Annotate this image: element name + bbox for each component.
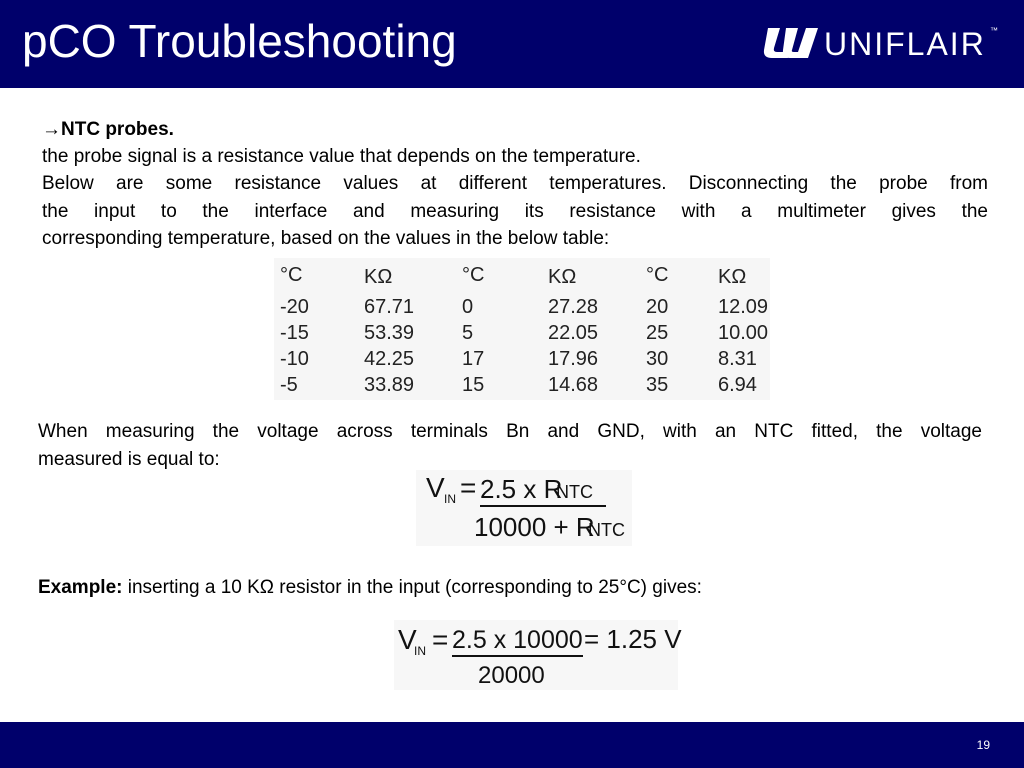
table-cell: 0	[462, 296, 474, 318]
table-cell: 15	[462, 374, 485, 396]
formula-v: V	[426, 472, 445, 503]
table-cell: 20	[646, 296, 669, 318]
table-cell: 35	[646, 374, 669, 396]
formula-denominator: 20000	[478, 662, 545, 689]
ntc-resistance-table	[274, 258, 770, 400]
formula-equals: =	[460, 472, 477, 503]
table-cell: 5	[462, 322, 474, 344]
table-header-cell: °C	[462, 264, 485, 286]
voltage-text-line-2: measured is equal to:	[38, 449, 220, 470]
table-cell: 14.68	[548, 374, 599, 396]
formula-v-subscript: IN	[444, 492, 456, 506]
table-cell: 27.28	[548, 296, 599, 318]
table-cell: 17	[462, 348, 485, 370]
table-cell: 33.89	[364, 374, 415, 396]
example-formula	[394, 620, 682, 690]
formula-numerator: 2.5 x 10000	[452, 626, 583, 657]
example-line	[38, 574, 982, 602]
example-label: Example:	[38, 577, 123, 598]
ntc-heading-text: NTC probes.	[61, 119, 174, 140]
uniflair-logo	[762, 26, 998, 62]
ntc-heading	[42, 116, 988, 144]
table-cell: 10.00	[718, 322, 769, 344]
formula-equals: =	[432, 624, 449, 655]
footer-bar	[0, 722, 1024, 768]
formula-denominator-sub: NTC	[588, 520, 625, 540]
formula-denominator: 10000 + R	[474, 512, 595, 542]
table-cell: 6.94	[718, 374, 757, 396]
formula-v: V	[398, 624, 417, 655]
description-line-3: corresponding temperature, based on the values in the below table:	[42, 228, 610, 249]
table-cell: 42.25	[364, 348, 415, 370]
table-header-cell: KΩ	[364, 266, 393, 288]
table-cell: -15	[280, 322, 309, 344]
description-line-1: Below are some resistance values at different temperatures. Disconnecting the probe from	[42, 173, 988, 194]
page-title: pCO Troubleshooting	[22, 15, 457, 67]
uniflair-u-icon	[762, 26, 818, 60]
table-cell: -5	[280, 374, 298, 396]
voltage-formula	[416, 470, 632, 546]
table-cell: 53.39	[364, 322, 415, 344]
logo-text: UNIFLAIR	[824, 26, 986, 62]
trademark-mark: ™	[990, 26, 998, 35]
table-header-cell: KΩ	[718, 266, 747, 288]
arrow-icon: →	[42, 119, 61, 140]
table-cell: 25	[646, 322, 669, 344]
header-bar	[0, 0, 1024, 88]
formula-numerator-sub: NTC	[556, 482, 593, 502]
table-cell: -10	[280, 348, 309, 370]
table-header-cell: KΩ	[548, 266, 577, 288]
formula-numerator-text: 2.5 x R	[480, 474, 563, 504]
voltage-text-line-1: When measuring the voltage across terminals Bn and GND, with an NTC fitted, the voltage	[38, 421, 982, 442]
table-cell: 67.71	[364, 296, 415, 318]
table-cell: 30	[646, 348, 669, 370]
description-line-2: the input to the interface and measuring its resistance with a multimeter gives the	[42, 200, 988, 222]
table-cell: 8.31	[718, 348, 757, 370]
probe-signal-text: the probe signal is a resistance value that depends on the temperature.	[42, 146, 641, 167]
table-cell: 17.96	[548, 348, 599, 370]
formula-result: = 1.25 V	[584, 624, 682, 654]
formula-v-subscript: IN	[414, 644, 426, 658]
table-header-cell: °C	[646, 264, 669, 286]
table-header-cell: °C	[280, 264, 303, 286]
table-cell: -20	[280, 296, 309, 318]
table-cell: 12.09	[718, 296, 769, 318]
page-number: 19	[976, 738, 990, 752]
table-cell: 22.05	[548, 322, 599, 344]
example-text: inserting a 10 KΩ resistor in the input (corresponding to 25°C) gives:	[122, 577, 702, 598]
